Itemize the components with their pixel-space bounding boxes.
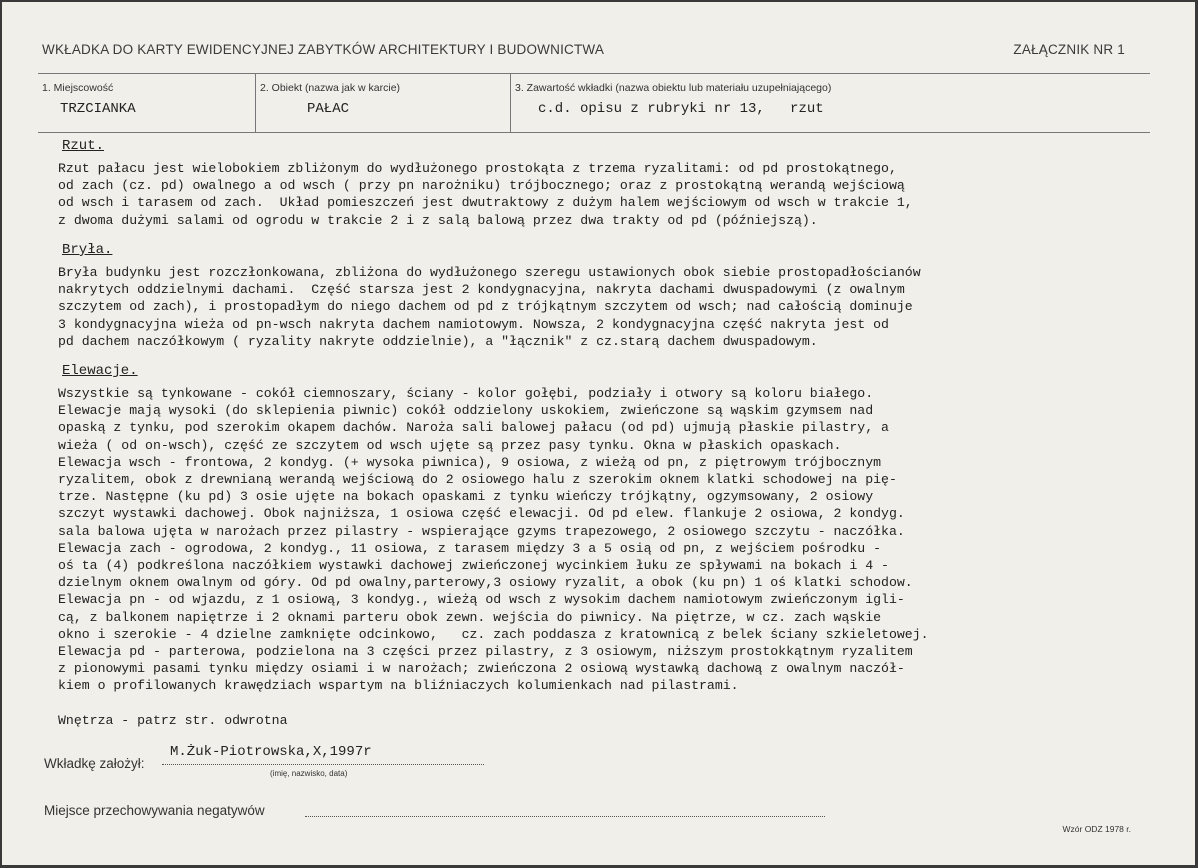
header-rule [38, 73, 1150, 74]
fields-rule [38, 132, 1150, 133]
field-divider [255, 74, 256, 132]
rzut-text: Rzut pałacu jest wielobokiem zbliżonym do wydłużonego prostokąta z trzema ryzalitami: od pd prostokątnego, od zach (cz. pd) owalnego a od wsch ( przy pn narożniku) trójbocznego; oraz z prostokątną werandą wejściową od wsch i tarasem od zach. Układ pomieszczeń jest dwutraktowy z dużym halem wejściowym od wsch w trakcie 1, z dwoma dużymi salami od ogrodu w trakcie 2 i z salą balową przez dwa trakty od pd (późniejszą). [58, 161, 913, 228]
form-code: Wzór ODZ 1978 r. [1062, 824, 1131, 834]
object-label: 2. Obiekt (nazwa jak w karcie) [260, 82, 401, 94]
author-dotline [162, 764, 484, 765]
negatives-dotline [305, 816, 825, 817]
attachment-number: ZAŁĄCZNIK NR 1 [1013, 42, 1125, 57]
bryla-text: Bryła budynku jest rozczłonkowana, zbliżona do wydłużonego szeregu ustawionych obok siebie prostopadłościanów nakrytych oddzielnymi dachami. Część starsza jest 2 kondygnacyjna, nakryta dachami dwuspadowymi (z owalnym szczytem od zach), i prostopadłym do niego dachem od pd z trójkątnym szczytem od wsch; nad całością dominuje 3 kondygnacyjna wieża od pn-wsch nakryta dachem namiotowym. Nowsza, 2 kondygnacyjna część nakryta jest od pd dachem naczółkowym ( ryzality nakryte oddzielnie), a "łącznik" z cz.starą dachem dwuspadowym. [58, 265, 921, 349]
content-label: 3. Zawartość wkładki (nazwa obiektu lub materiału uzupełniającego) [515, 82, 832, 94]
field-divider [510, 74, 511, 132]
bryla-heading: Bryła. [62, 242, 113, 258]
object-value: PAŁAC [307, 101, 350, 117]
locality-value: TRZCIANKA [60, 101, 136, 117]
form-title: WKŁADKA DO KARTY EWIDENCYJNEJ ZABYTKÓW ARCHITEKTURY I BUDOWNICTWA [42, 42, 605, 57]
author-value: M.Żuk-Piotrowska,X,1997r [170, 744, 372, 760]
record-card [2, 2, 1195, 865]
rzut-heading: Rzut. [62, 138, 105, 154]
locality-label: 1. Miejscowość [42, 82, 114, 94]
elewacje-text: Wszystkie są tynkowane - cokół ciemnoszary, ściany - kolor gołębi, podziały i otwory są koloru białego. Elewacje mają wysoki (do sklepienia piwnic) cokół oddzielony uskokiem, zwieńczone są wąskim gzymsem nad opaską z tynku, pod szerokim okapem dachów. Naroża sali balowej pałacu (od pd) ujmują płaskie pilastry, a wieża ( od on-wsch), część ze szczytem od wsch ujęte są przez pasy tynku. Okna w płaskich opaskach. Elewacja wsch - frontowa, 2 kondyg. (+ wysoka piwnica), 9 osiowa, z wieżą od pn, z piętrowym trójbocznym ryzalitem, obok z drewnianą werandą wejściową do 2 osiowego halu z szerokim oknem klatki schodowej na pię- trze. Następne (ku pd) 3 osie ujęte na bokach opaskami z tynku wieńczy trójkątny, ogzymsowany, 2 osiowy szczyt wystawki dachowej. Obok najniższa, 1 osiowa część elewacji. Od pd elew. flankuje 2 osiowa, 2 kondyg. sala balowa ujęta w narożach przez pilastry - wspierające gzyms trapezowego, 2 osiowego szczytu - naczółka. Elewacja zach - ogrodowa, 2 kondyg., 11 osiowa, z tarasem między 3 a 5 osią od pn, z wejściem pośrodku - oś ta (4) podkreślona naczółkiem wystawki dachowej zwieńczonej wycinkiem łuku ze spływami na bokach i 4 - dzielnym oknem owalnym od góry. Od pd owalny,parterowy,3 osiowy ryzalit, a obok (ku pn) 1 oś klatki schodow. Elewacja pn - od wjazdu, z 1 osiową, 3 kondyg., wieżą od wsch z wysokim dachem namiotowym zwieńczonym igli- cą, z balkonem napiętrze i 2 oknami parteru obok zewn. wejścia do piwnicy. Na piętrze, w cz. zach wąskie okno i szerokie - 4 dzielne zamknięte odcinkowo, cz. zach poddasza z kratownicą z belek ściany szkieletowej. Elewacja pd - parterowa, podzielona na 3 części przez pilastry, z 3 osiowym, niższym prostokkątnym ryzalitem z pionowymi pasami tynku między osiami i w narożach; zwieńczona 2 osiową wystawką dachową z owalnym naczół- kiem o profilowanych krawędziach wspartym na bliźniaczych kolumienkach nad pilastrami. Wnętrza - patrz str. odwrotna [58, 386, 929, 728]
elewacje-heading: Elewacje. [62, 363, 138, 379]
negatives-label: Miejsce przechowywania negatywów [44, 803, 265, 818]
content-value: c.d. opisu z rubryki nr 13, rzut [538, 101, 824, 117]
author-hint: (imię, nazwisko, data) [270, 769, 348, 778]
author-label: Wkładkę założył: [44, 756, 145, 771]
